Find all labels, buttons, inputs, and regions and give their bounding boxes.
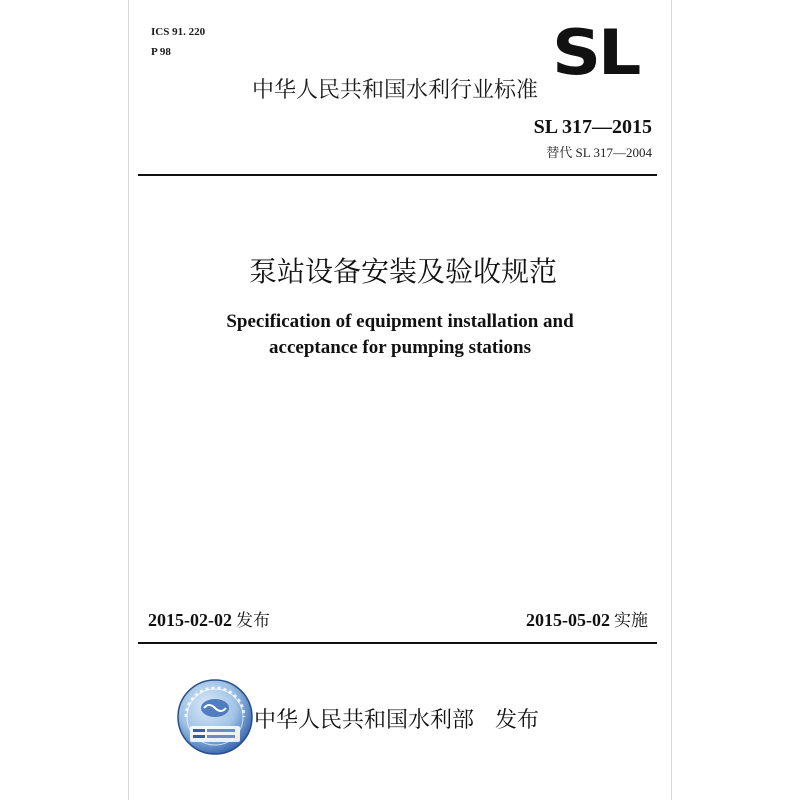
issue-date: 2015-02-02 — [148, 610, 232, 630]
title-chinese: 泵站设备安装及验收规范 — [248, 255, 557, 288]
bottom-divider — [138, 642, 657, 644]
effective-date: 2015-05-02 — [526, 610, 610, 630]
replaces-standard: 替代 SL 317—2004 — [546, 145, 652, 160]
ics-code: ICS 91. 220 — [151, 26, 206, 38]
effective-date-block — [526, 608, 648, 633]
top-divider — [138, 174, 657, 176]
title-english-line-2: acceptance for pumping stations — [269, 337, 531, 358]
effective-label: 实施 — [614, 611, 648, 631]
publisher-name: 中华人民共和国水利部 — [254, 708, 475, 733]
publisher-line — [254, 706, 539, 736]
ics-block — [151, 22, 205, 62]
title-english — [0, 309, 800, 361]
title-english-line-1: Specification of equipment installation and — [226, 311, 574, 332]
issue-date-block — [148, 608, 270, 633]
issue-label: 发布 — [236, 611, 270, 631]
sl-logo: SL — [552, 16, 638, 89]
publish-label: 发布 — [495, 708, 540, 733]
anti-counterfeit-hologram-seal-icon — [176, 678, 254, 756]
standard-number: SL 317—2015 — [533, 116, 652, 138]
industry-standard-heading: 中华人民共和国水利行业标准 — [252, 78, 539, 103]
classification-code: P 98 — [151, 46, 171, 58]
